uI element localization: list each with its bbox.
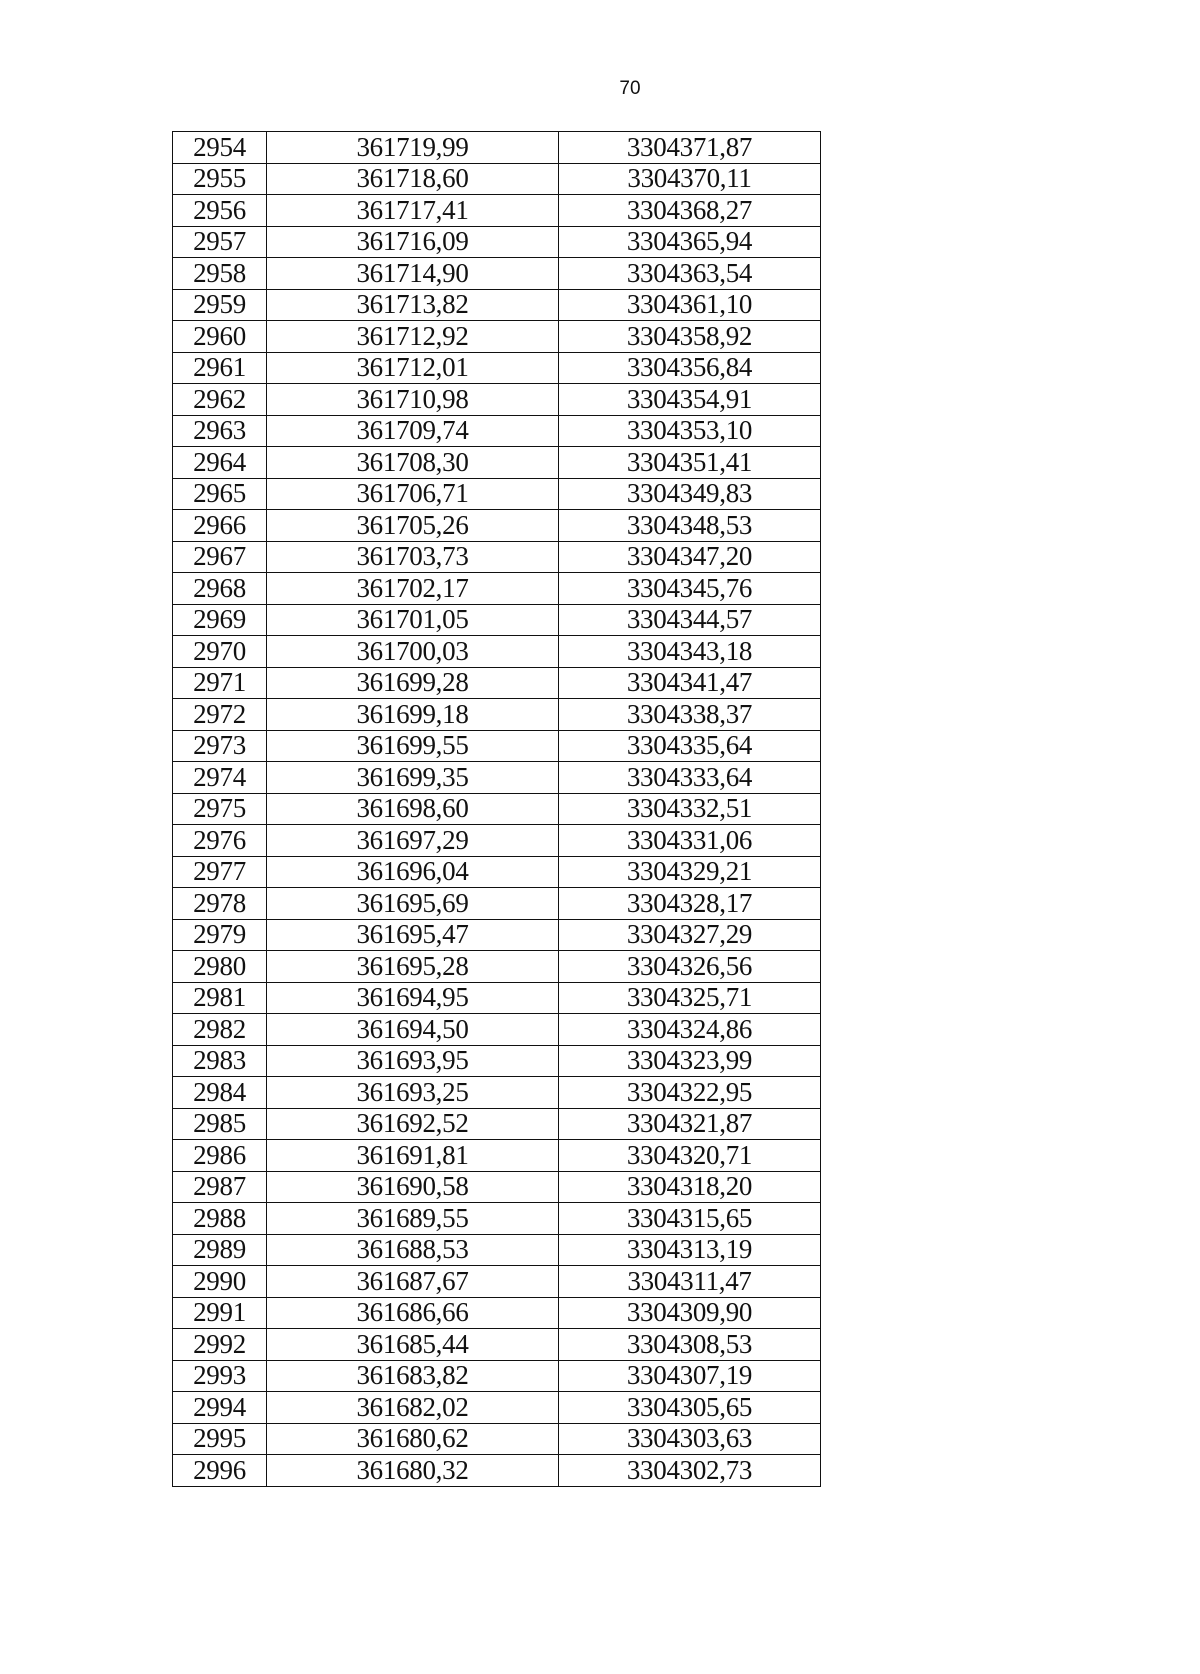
- point-number-cell: 2958: [173, 258, 267, 290]
- point-number-cell: 2971: [173, 667, 267, 699]
- point-number-cell: 2967: [173, 541, 267, 573]
- x-coordinate-cell: 361706,71: [267, 478, 559, 510]
- y-coordinate-cell: 3304347,20: [559, 541, 821, 573]
- point-number-cell: 2986: [173, 1140, 267, 1172]
- coordinates-table-body: [173, 132, 821, 1487]
- point-number-cell: 2994: [173, 1392, 267, 1424]
- x-coordinate-cell: 361697,29: [267, 825, 559, 857]
- x-coordinate-cell: 361694,95: [267, 982, 559, 1014]
- y-coordinate-cell: 3304338,37: [559, 699, 821, 731]
- table-row: [173, 258, 821, 290]
- y-coordinate-cell: 3304363,54: [559, 258, 821, 290]
- y-coordinate-cell: 3304308,53: [559, 1329, 821, 1361]
- point-number-cell: 2984: [173, 1077, 267, 1109]
- x-coordinate-cell: 361689,55: [267, 1203, 559, 1235]
- table-row: [173, 951, 821, 983]
- point-number-cell: 2955: [173, 163, 267, 195]
- point-number-cell: 2957: [173, 226, 267, 258]
- x-coordinate-cell: 361693,25: [267, 1077, 559, 1109]
- x-coordinate-cell: 361699,35: [267, 762, 559, 794]
- point-number-cell: 2993: [173, 1360, 267, 1392]
- y-coordinate-cell: 3304331,06: [559, 825, 821, 857]
- table-row: [173, 1140, 821, 1172]
- y-coordinate-cell: 3304326,56: [559, 951, 821, 983]
- point-number-cell: 2961: [173, 352, 267, 384]
- table-row: [173, 1014, 821, 1046]
- y-coordinate-cell: 3304371,87: [559, 132, 821, 164]
- table-row: [173, 919, 821, 951]
- x-coordinate-cell: 361708,30: [267, 447, 559, 479]
- x-coordinate-cell: 361695,28: [267, 951, 559, 983]
- x-coordinate-cell: 361687,67: [267, 1266, 559, 1298]
- table-row: [173, 762, 821, 794]
- y-coordinate-cell: 3304315,65: [559, 1203, 821, 1235]
- table-row: [173, 856, 821, 888]
- x-coordinate-cell: 361719,99: [267, 132, 559, 164]
- x-coordinate-cell: 361695,47: [267, 919, 559, 951]
- table-row: [173, 825, 821, 857]
- y-coordinate-cell: 3304302,73: [559, 1455, 821, 1487]
- x-coordinate-cell: 361699,18: [267, 699, 559, 731]
- y-coordinate-cell: 3304351,41: [559, 447, 821, 479]
- point-number-cell: 2983: [173, 1045, 267, 1077]
- table-row: [173, 1234, 821, 1266]
- y-coordinate-cell: 3304358,92: [559, 321, 821, 353]
- point-number-cell: 2968: [173, 573, 267, 605]
- table-row: [173, 1077, 821, 1109]
- table-row: [173, 1329, 821, 1361]
- y-coordinate-cell: 3304370,11: [559, 163, 821, 195]
- y-coordinate-cell: 3304345,76: [559, 573, 821, 605]
- table-row: [173, 289, 821, 321]
- table-row: [173, 1171, 821, 1203]
- point-number-cell: 2987: [173, 1171, 267, 1203]
- y-coordinate-cell: 3304313,19: [559, 1234, 821, 1266]
- table-row: [173, 982, 821, 1014]
- table-row: [173, 1455, 821, 1487]
- x-coordinate-cell: 361713,82: [267, 289, 559, 321]
- x-coordinate-cell: 361680,32: [267, 1455, 559, 1487]
- point-number-cell: 2964: [173, 447, 267, 479]
- point-number-cell: 2989: [173, 1234, 267, 1266]
- point-number-cell: 2959: [173, 289, 267, 321]
- table-row: [173, 510, 821, 542]
- table-row: [173, 195, 821, 227]
- x-coordinate-cell: 361691,81: [267, 1140, 559, 1172]
- x-coordinate-cell: 361688,53: [267, 1234, 559, 1266]
- y-coordinate-cell: 3304329,21: [559, 856, 821, 888]
- y-coordinate-cell: 3304324,86: [559, 1014, 821, 1046]
- point-number-cell: 2974: [173, 762, 267, 794]
- x-coordinate-cell: 361694,50: [267, 1014, 559, 1046]
- x-coordinate-cell: 361698,60: [267, 793, 559, 825]
- x-coordinate-cell: 361699,55: [267, 730, 559, 762]
- x-coordinate-cell: 361685,44: [267, 1329, 559, 1361]
- x-coordinate-cell: 361702,17: [267, 573, 559, 605]
- point-number-cell: 2954: [173, 132, 267, 164]
- x-coordinate-cell: 361690,58: [267, 1171, 559, 1203]
- x-coordinate-cell: 361692,52: [267, 1108, 559, 1140]
- point-number-cell: 2973: [173, 730, 267, 762]
- x-coordinate-cell: 361680,62: [267, 1423, 559, 1455]
- table-row: [173, 699, 821, 731]
- table-row: [173, 604, 821, 636]
- y-coordinate-cell: 3304318,20: [559, 1171, 821, 1203]
- y-coordinate-cell: 3304349,83: [559, 478, 821, 510]
- table-row: [173, 573, 821, 605]
- point-number-cell: 2972: [173, 699, 267, 731]
- table-row: [173, 415, 821, 447]
- point-number-cell: 2996: [173, 1455, 267, 1487]
- x-coordinate-cell: 361709,74: [267, 415, 559, 447]
- x-coordinate-cell: 361686,66: [267, 1297, 559, 1329]
- x-coordinate-cell: 361717,41: [267, 195, 559, 227]
- coordinates-table: [172, 131, 821, 1487]
- point-number-cell: 2995: [173, 1423, 267, 1455]
- table-row: [173, 132, 821, 164]
- y-coordinate-cell: 3304321,87: [559, 1108, 821, 1140]
- x-coordinate-cell: 361703,73: [267, 541, 559, 573]
- point-number-cell: 2979: [173, 919, 267, 951]
- y-coordinate-cell: 3304311,47: [559, 1266, 821, 1298]
- point-number-cell: 2965: [173, 478, 267, 510]
- table-row: [173, 1266, 821, 1298]
- y-coordinate-cell: 3304343,18: [559, 636, 821, 668]
- table-row: [173, 1045, 821, 1077]
- x-coordinate-cell: 361718,60: [267, 163, 559, 195]
- y-coordinate-cell: 3304361,10: [559, 289, 821, 321]
- table-row: [173, 226, 821, 258]
- x-coordinate-cell: 361716,09: [267, 226, 559, 258]
- y-coordinate-cell: 3304327,29: [559, 919, 821, 951]
- point-number-cell: 2956: [173, 195, 267, 227]
- page-number: 70: [619, 78, 641, 99]
- point-number-cell: 2975: [173, 793, 267, 825]
- table-row: [173, 1360, 821, 1392]
- x-coordinate-cell: 361712,92: [267, 321, 559, 353]
- point-number-cell: 2978: [173, 888, 267, 920]
- x-coordinate-cell: 361705,26: [267, 510, 559, 542]
- y-coordinate-cell: 3304335,64: [559, 730, 821, 762]
- point-number-cell: 2991: [173, 1297, 267, 1329]
- x-coordinate-cell: 361699,28: [267, 667, 559, 699]
- table-row: [173, 636, 821, 668]
- point-number-cell: 2985: [173, 1108, 267, 1140]
- y-coordinate-cell: 3304323,99: [559, 1045, 821, 1077]
- table-row: [173, 541, 821, 573]
- point-number-cell: 2960: [173, 321, 267, 353]
- y-coordinate-cell: 3304332,51: [559, 793, 821, 825]
- table-row: [173, 1108, 821, 1140]
- point-number-cell: 2981: [173, 982, 267, 1014]
- point-number-cell: 2980: [173, 951, 267, 983]
- x-coordinate-cell: 361700,03: [267, 636, 559, 668]
- table-row: [173, 478, 821, 510]
- table-row: [173, 321, 821, 353]
- point-number-cell: 2988: [173, 1203, 267, 1235]
- table-row: [173, 1392, 821, 1424]
- table-row: [173, 730, 821, 762]
- point-number-cell: 2976: [173, 825, 267, 857]
- point-number-cell: 2982: [173, 1014, 267, 1046]
- x-coordinate-cell: 361693,95: [267, 1045, 559, 1077]
- table-row: [173, 667, 821, 699]
- y-coordinate-cell: 3304309,90: [559, 1297, 821, 1329]
- table-row: [173, 793, 821, 825]
- table-row: [173, 888, 821, 920]
- point-number-cell: 2962: [173, 384, 267, 416]
- point-number-cell: 2963: [173, 415, 267, 447]
- table-row: [173, 1423, 821, 1455]
- point-number-cell: 2966: [173, 510, 267, 542]
- x-coordinate-cell: 361710,98: [267, 384, 559, 416]
- x-coordinate-cell: 361712,01: [267, 352, 559, 384]
- point-number-cell: 2977: [173, 856, 267, 888]
- y-coordinate-cell: 3304344,57: [559, 604, 821, 636]
- table-row: [173, 352, 821, 384]
- table-row: [173, 384, 821, 416]
- table-row: [173, 447, 821, 479]
- y-coordinate-cell: 3304368,27: [559, 195, 821, 227]
- table-row: [173, 1297, 821, 1329]
- x-coordinate-cell: 361701,05: [267, 604, 559, 636]
- y-coordinate-cell: 3304320,71: [559, 1140, 821, 1172]
- x-coordinate-cell: 361683,82: [267, 1360, 559, 1392]
- y-coordinate-cell: 3304328,17: [559, 888, 821, 920]
- y-coordinate-cell: 3304333,64: [559, 762, 821, 794]
- y-coordinate-cell: 3304322,95: [559, 1077, 821, 1109]
- x-coordinate-cell: 361696,04: [267, 856, 559, 888]
- y-coordinate-cell: 3304325,71: [559, 982, 821, 1014]
- y-coordinate-cell: 3304341,47: [559, 667, 821, 699]
- y-coordinate-cell: 3304305,65: [559, 1392, 821, 1424]
- x-coordinate-cell: 361682,02: [267, 1392, 559, 1424]
- x-coordinate-cell: 361695,69: [267, 888, 559, 920]
- y-coordinate-cell: 3304303,63: [559, 1423, 821, 1455]
- y-coordinate-cell: 3304307,19: [559, 1360, 821, 1392]
- point-number-cell: 2969: [173, 604, 267, 636]
- table-row: [173, 1203, 821, 1235]
- y-coordinate-cell: 3304348,53: [559, 510, 821, 542]
- y-coordinate-cell: 3304353,10: [559, 415, 821, 447]
- point-number-cell: 2990: [173, 1266, 267, 1298]
- y-coordinate-cell: 3304365,94: [559, 226, 821, 258]
- point-number-cell: 2970: [173, 636, 267, 668]
- y-coordinate-cell: 3304354,91: [559, 384, 821, 416]
- x-coordinate-cell: 361714,90: [267, 258, 559, 290]
- point-number-cell: 2992: [173, 1329, 267, 1361]
- y-coordinate-cell: 3304356,84: [559, 352, 821, 384]
- table-row: [173, 163, 821, 195]
